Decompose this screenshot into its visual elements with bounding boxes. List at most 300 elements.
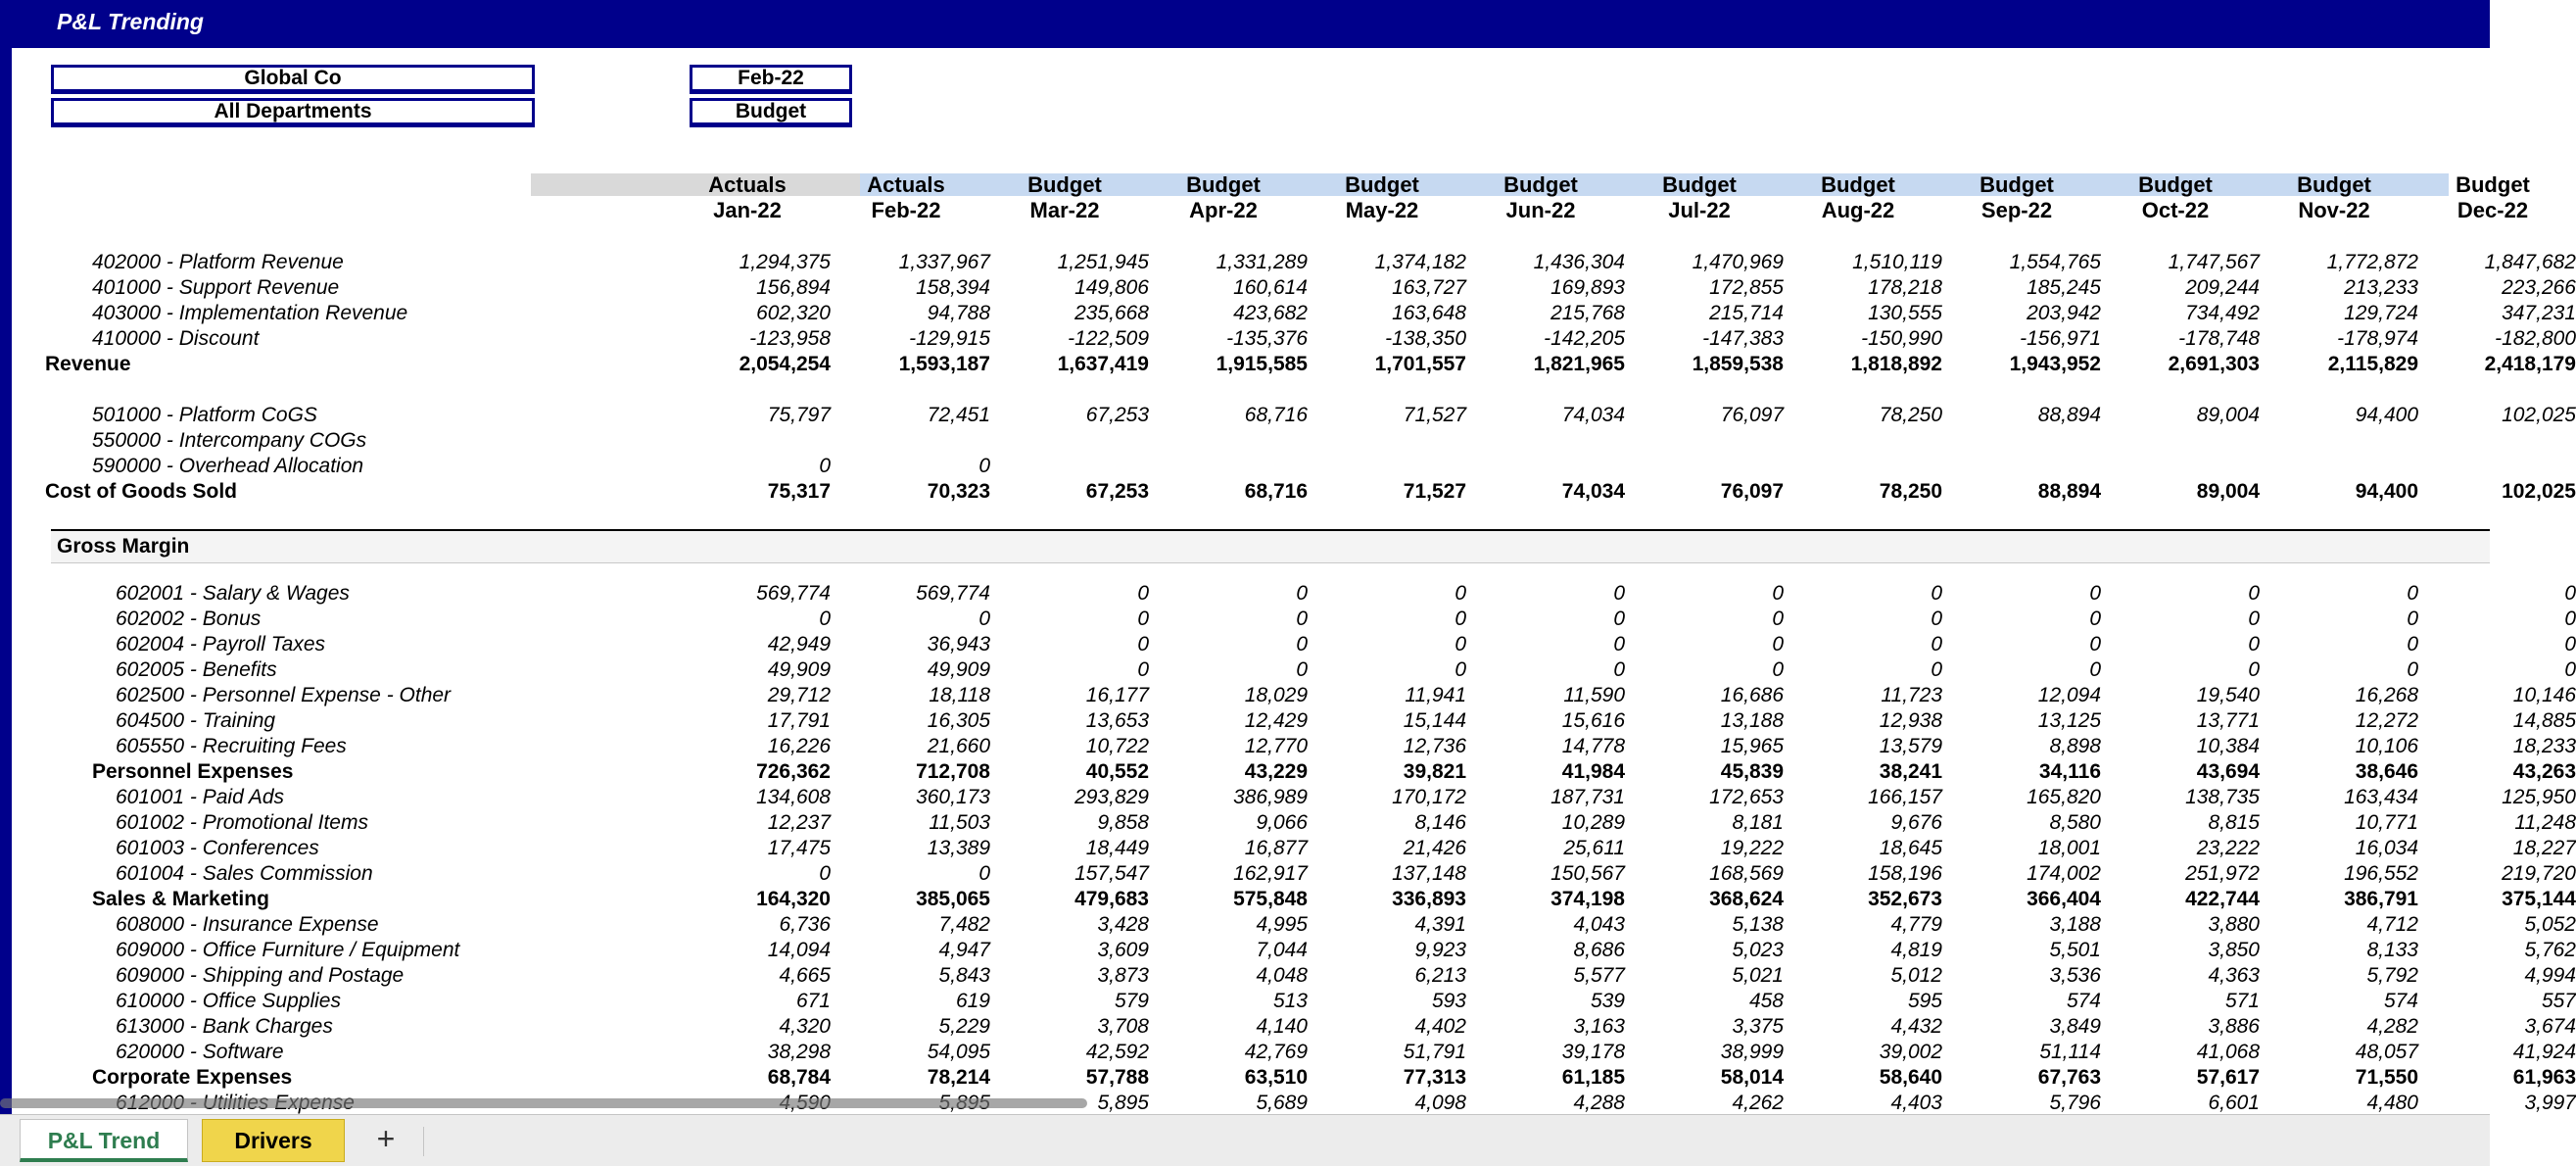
value-cell[interactable]: 0 — [1931, 633, 1942, 656]
value-cell[interactable]: 7,044 — [1256, 939, 1308, 961]
value-cell[interactable]: 25,611 — [1563, 837, 1625, 859]
value-cell[interactable]: 0 — [2089, 607, 2101, 630]
value-cell[interactable]: 3,609 — [1097, 939, 1149, 961]
value-cell[interactable]: 169,893 — [1550, 276, 1625, 299]
value-cell[interactable]: 0 — [1931, 658, 1942, 681]
value-cell[interactable]: 16,226 — [767, 735, 831, 757]
value-cell[interactable]: 10,722 — [1085, 735, 1149, 757]
account-row[interactable] — [12, 963, 2576, 989]
value-cell[interactable]: 163,727 — [1392, 276, 1466, 299]
value-cell[interactable]: 602,320 — [756, 302, 831, 324]
value-cell[interactable]: 4,712 — [2366, 913, 2418, 936]
value-cell[interactable]: 0 — [2248, 658, 2260, 681]
value-cell[interactable]: 1,593,187 — [898, 353, 990, 375]
value-cell[interactable]: 0 — [2089, 658, 2101, 681]
value-cell[interactable]: 4,282 — [2366, 1015, 2418, 1038]
value-cell[interactable]: 19,540 — [2196, 684, 2260, 706]
account-row[interactable] — [12, 836, 2576, 861]
value-cell[interactable]: -178,974 — [2337, 327, 2418, 350]
value-cell[interactable]: 1,436,304 — [1533, 251, 1625, 273]
value-cell[interactable]: 11,503 — [929, 811, 990, 834]
value-cell[interactable]: 13,579 — [1879, 735, 1942, 757]
value-cell[interactable]: 67,763 — [2037, 1066, 2101, 1089]
value-cell[interactable]: 9,676 — [1890, 811, 1942, 834]
value-cell[interactable]: 38,298 — [767, 1041, 831, 1063]
value-cell[interactable]: 39,821 — [1403, 760, 1466, 783]
value-cell[interactable]: 38,999 — [1720, 1041, 1784, 1063]
value-cell[interactable]: 4,098 — [1414, 1092, 1466, 1114]
value-cell[interactable]: 595 — [1907, 990, 1942, 1012]
account-row[interactable] — [12, 428, 2490, 454]
value-cell[interactable]: 574 — [2383, 990, 2418, 1012]
account-row[interactable] — [12, 861, 2576, 887]
value-cell[interactable]: 12,736 — [1403, 735, 1466, 757]
value-cell[interactable]: 16,686 — [1720, 684, 1784, 706]
value-cell[interactable]: 5,021 — [1732, 964, 1784, 987]
value-cell[interactable]: 385,065 — [916, 888, 990, 910]
value-cell[interactable]: 0 — [1296, 658, 1308, 681]
value-cell[interactable]: 68,716 — [1244, 480, 1308, 503]
value-cell[interactable]: 5,843 — [938, 964, 990, 987]
value-cell[interactable]: 19,222 — [1720, 837, 1784, 859]
value-cell[interactable]: 0 — [1455, 658, 1466, 681]
value-cell[interactable]: 1,821,965 — [1533, 353, 1625, 375]
value-cell[interactable]: 3,375 — [1732, 1015, 1784, 1038]
value-cell[interactable]: 57,788 — [1085, 1066, 1149, 1089]
value-cell[interactable]: 423,682 — [1233, 302, 1308, 324]
value-cell[interactable]: 94,400 — [2355, 480, 2418, 503]
value-cell[interactable]: 163,434 — [2344, 786, 2418, 808]
value-cell[interactable]: 178,218 — [1868, 276, 1942, 299]
value-cell[interactable]: 57,617 — [2196, 1066, 2260, 1089]
value-cell[interactable]: 43,229 — [1244, 760, 1308, 783]
value-cell[interactable]: 158,394 — [916, 276, 990, 299]
value-cell[interactable]: 41,984 — [1561, 760, 1625, 783]
value-cell[interactable]: 0 — [1772, 633, 1784, 656]
value-cell[interactable]: 89,004 — [2196, 480, 2260, 503]
value-cell[interactable]: 4,262 — [1732, 1092, 1784, 1114]
value-cell[interactable]: 88,894 — [2037, 404, 2101, 426]
value-cell[interactable]: 68,784 — [767, 1066, 831, 1089]
value-cell[interactable]: 0 — [1613, 607, 1625, 630]
value-cell[interactable]: 23,222 — [2196, 837, 2260, 859]
value-cell[interactable]: -138,350 — [1385, 327, 1466, 350]
value-cell[interactable]: 4,320 — [779, 1015, 831, 1038]
value-cell[interactable]: 3,873 — [1097, 964, 1149, 987]
value-cell[interactable]: 1,251,945 — [1057, 251, 1149, 273]
value-cell[interactable]: 43,694 — [2196, 760, 2260, 783]
value-cell[interactable]: 51,791 — [1403, 1041, 1466, 1063]
value-cell[interactable]: 42,592 — [1085, 1041, 1149, 1063]
value-cell[interactable]: -150,990 — [1861, 327, 1942, 350]
value-cell[interactable]: 0 — [2089, 633, 2101, 656]
value-cell[interactable]: 1,859,538 — [1692, 353, 1784, 375]
value-cell[interactable]: 8,815 — [2208, 811, 2260, 834]
value-cell[interactable]: 1,637,419 — [1057, 353, 1149, 375]
value-cell[interactable]: 386,791 — [2344, 888, 2418, 910]
value-cell[interactable]: 160,614 — [1233, 276, 1308, 299]
value-cell[interactable]: 13,771 — [2196, 709, 2260, 732]
value-cell[interactable]: 0 — [1137, 607, 1149, 630]
value-cell[interactable]: 4,665 — [779, 964, 831, 987]
value-cell[interactable]: 94,400 — [2355, 404, 2418, 426]
value-cell[interactable]: 14,094 — [767, 939, 831, 961]
value-cell[interactable]: 138,735 — [2185, 786, 2260, 808]
value-cell[interactable]: 39,002 — [1879, 1041, 1942, 1063]
value-cell[interactable]: 12,770 — [1244, 735, 1308, 757]
value-cell[interactable]: 1,374,182 — [1374, 251, 1466, 273]
value-cell[interactable]: 2,691,303 — [2168, 353, 2260, 375]
value-cell[interactable]: 149,806 — [1074, 276, 1149, 299]
subtotal-row[interactable] — [12, 759, 2576, 785]
account-row[interactable] — [12, 403, 2576, 428]
value-cell[interactable]: 360,173 — [916, 786, 990, 808]
value-cell[interactable]: 1,337,967 — [898, 251, 990, 273]
value-cell[interactable]: 18,118 — [929, 684, 990, 706]
value-cell[interactable]: 5,052 — [2524, 913, 2576, 936]
value-cell[interactable]: 170,172 — [1392, 786, 1466, 808]
value-cell[interactable]: 0 — [2564, 658, 2576, 681]
gross-margin-row[interactable] — [51, 531, 2490, 563]
value-cell[interactable]: 6,213 — [1414, 964, 1466, 987]
account-row[interactable] — [12, 989, 2576, 1014]
value-cell[interactable]: 102,025 — [2502, 404, 2576, 426]
value-cell[interactable]: 4,140 — [1256, 1015, 1308, 1038]
value-cell[interactable]: 1,847,682 — [2484, 251, 2576, 273]
period-selector[interactable]: Feb-22 — [690, 65, 852, 94]
scenario-selector[interactable]: Budget — [690, 98, 852, 127]
value-cell[interactable]: 4,402 — [1414, 1015, 1466, 1038]
account-row[interactable] — [12, 454, 2490, 479]
value-cell[interactable]: 71,527 — [1403, 480, 1466, 503]
value-cell[interactable]: 336,893 — [1392, 888, 1466, 910]
value-cell[interactable]: 0 — [1613, 658, 1625, 681]
value-cell[interactable]: 129,724 — [2344, 302, 2418, 324]
value-cell[interactable]: 102,025 — [2502, 480, 2576, 503]
value-cell[interactable]: 16,305 — [927, 709, 990, 732]
value-cell[interactable]: 16,177 — [1085, 684, 1149, 706]
value-cell[interactable]: 17,791 — [767, 709, 831, 732]
value-cell[interactable]: 7,482 — [938, 913, 990, 936]
value-cell[interactable]: 70,323 — [927, 480, 990, 503]
value-cell[interactable]: 71,527 — [1403, 404, 1466, 426]
value-cell[interactable]: 137,148 — [1392, 862, 1466, 885]
value-cell[interactable]: 41,924 — [2512, 1041, 2576, 1063]
value-cell[interactable]: 58,640 — [1879, 1066, 1942, 1089]
value-cell[interactable]: 4,363 — [2208, 964, 2260, 987]
value-cell[interactable]: 15,616 — [1561, 709, 1625, 732]
value-cell[interactable]: 4,994 — [2524, 964, 2576, 987]
value-cell[interactable]: 4,391 — [1414, 913, 1466, 936]
account-row[interactable] — [12, 326, 2576, 352]
value-cell[interactable]: 42,769 — [1244, 1041, 1308, 1063]
value-cell[interactable]: 3,850 — [2208, 939, 2260, 961]
value-cell[interactable]: 15,965 — [1720, 735, 1784, 757]
value-cell[interactable]: 4,043 — [1573, 913, 1625, 936]
value-cell[interactable]: 67,253 — [1085, 404, 1149, 426]
account-row[interactable] — [12, 632, 2576, 657]
value-cell[interactable]: 3,163 — [1573, 1015, 1625, 1038]
value-cell[interactable]: 0 — [819, 455, 831, 477]
value-cell[interactable]: 45,839 — [1720, 760, 1784, 783]
value-cell[interactable]: 0 — [1613, 582, 1625, 605]
value-cell[interactable]: 74,034 — [1561, 404, 1625, 426]
value-cell[interactable]: 49,909 — [927, 658, 990, 681]
value-cell[interactable]: 134,608 — [756, 786, 831, 808]
account-row[interactable] — [12, 1014, 2576, 1040]
account-row[interactable] — [12, 785, 2576, 810]
value-cell[interactable]: 1,331,289 — [1216, 251, 1308, 273]
value-cell[interactable]: 0 — [2407, 607, 2418, 630]
value-cell[interactable]: 479,683 — [1074, 888, 1149, 910]
value-cell[interactable]: 386,989 — [1233, 786, 1308, 808]
value-cell[interactable]: 12,094 — [2037, 684, 2101, 706]
value-cell[interactable]: -129,915 — [909, 327, 990, 350]
value-cell[interactable]: 5,792 — [2366, 964, 2418, 987]
value-cell[interactable]: 4,779 — [1890, 913, 1942, 936]
value-cell[interactable]: 18,449 — [1085, 837, 1149, 859]
subtotal-row[interactable] — [12, 352, 2576, 377]
value-cell[interactable]: 5,023 — [1732, 939, 1784, 961]
value-cell[interactable]: 1,701,557 — [1374, 353, 1466, 375]
value-cell[interactable]: 0 — [1296, 607, 1308, 630]
value-cell[interactable]: 712,708 — [916, 760, 990, 783]
value-cell[interactable]: 215,768 — [1550, 302, 1625, 324]
value-cell[interactable]: 1,747,567 — [2168, 251, 2260, 273]
account-row[interactable] — [12, 938, 2576, 963]
value-cell[interactable]: 6,601 — [2208, 1092, 2260, 1114]
value-cell[interactable]: 4,480 — [2366, 1092, 2418, 1114]
account-row[interactable] — [12, 607, 2576, 632]
value-cell[interactable]: 375,144 — [2502, 888, 2576, 910]
value-cell[interactable]: 172,855 — [1709, 276, 1784, 299]
value-cell[interactable]: 158,196 — [1868, 862, 1942, 885]
value-cell[interactable]: 174,002 — [2027, 862, 2101, 885]
value-cell[interactable]: -123,958 — [749, 327, 831, 350]
value-cell[interactable]: 11,248 — [2514, 811, 2576, 834]
value-cell[interactable]: 0 — [1931, 607, 1942, 630]
value-cell[interactable]: 8,181 — [1732, 811, 1784, 834]
value-cell[interactable]: 21,660 — [927, 735, 990, 757]
value-cell[interactable]: 0 — [2248, 633, 2260, 656]
value-cell[interactable]: 21,426 — [1403, 837, 1466, 859]
value-cell[interactable]: 18,227 — [2512, 837, 2576, 859]
value-cell[interactable]: 11,723 — [1881, 684, 1942, 706]
value-cell[interactable]: 185,245 — [2027, 276, 2101, 299]
value-cell[interactable]: 0 — [1455, 633, 1466, 656]
value-cell[interactable]: 10,771 — [2355, 811, 2418, 834]
value-cell[interactable]: 5,577 — [1573, 964, 1625, 987]
value-cell[interactable]: 58,014 — [1720, 1066, 1784, 1089]
value-cell[interactable]: 38,646 — [2355, 760, 2418, 783]
value-cell[interactable]: 0 — [978, 607, 990, 630]
tab-pl-trend[interactable]: P&L Trend — [20, 1119, 188, 1162]
value-cell[interactable]: 4,432 — [1890, 1015, 1942, 1038]
value-cell[interactable]: 9,923 — [1414, 939, 1466, 961]
value-cell[interactable]: 9,858 — [1097, 811, 1149, 834]
value-cell[interactable]: 76,097 — [1720, 404, 1784, 426]
value-cell[interactable]: 16,877 — [1244, 837, 1308, 859]
value-cell[interactable]: 0 — [2564, 633, 2576, 656]
value-cell[interactable]: 3,536 — [2049, 964, 2101, 987]
value-cell[interactable]: 10,146 — [2512, 684, 2576, 706]
value-cell[interactable]: 163,648 — [1392, 302, 1466, 324]
value-cell[interactable]: 168,569 — [1709, 862, 1784, 885]
value-cell[interactable]: 0 — [2089, 582, 2101, 605]
value-cell[interactable]: 187,731 — [1550, 786, 1625, 808]
value-cell[interactable]: 13,125 — [2037, 709, 2101, 732]
value-cell[interactable]: 0 — [1455, 582, 1466, 605]
value-cell[interactable]: 219,720 — [2502, 862, 2576, 885]
value-cell[interactable]: 61,185 — [1561, 1066, 1625, 1089]
value-cell[interactable]: 293,829 — [1074, 786, 1149, 808]
value-cell[interactable]: 0 — [1137, 582, 1149, 605]
value-cell[interactable]: -147,383 — [1702, 327, 1784, 350]
value-cell[interactable]: 671 — [795, 990, 831, 1012]
account-row[interactable] — [12, 810, 2576, 836]
value-cell[interactable]: 0 — [2407, 582, 2418, 605]
value-cell[interactable]: 18,029 — [1244, 684, 1308, 706]
value-cell[interactable]: 5,762 — [2524, 939, 2576, 961]
value-cell[interactable]: 1,510,119 — [1852, 251, 1942, 273]
value-cell[interactable]: 67,253 — [1085, 480, 1149, 503]
subtotal-row[interactable] — [12, 1065, 2576, 1091]
value-cell[interactable]: 5,796 — [2049, 1092, 2101, 1114]
value-cell[interactable]: 0 — [978, 862, 990, 885]
value-cell[interactable]: 10,384 — [2196, 735, 2260, 757]
value-cell[interactable]: 5,229 — [938, 1015, 990, 1038]
value-cell[interactable]: -122,509 — [1068, 327, 1149, 350]
value-cell[interactable]: 11,941 — [1405, 684, 1466, 706]
value-cell[interactable]: 48,057 — [2355, 1041, 2418, 1063]
value-cell[interactable]: 16,268 — [2355, 684, 2418, 706]
value-cell[interactable]: 0 — [1296, 633, 1308, 656]
value-cell[interactable]: 0 — [1772, 607, 1784, 630]
value-cell[interactable]: 734,492 — [2185, 302, 2260, 324]
value-cell[interactable]: 235,668 — [1074, 302, 1149, 324]
value-cell[interactable]: 0 — [2248, 607, 2260, 630]
value-cell[interactable]: 61,963 — [2512, 1066, 2576, 1089]
value-cell[interactable]: 5,689 — [1256, 1092, 1308, 1114]
value-cell[interactable]: 593 — [1431, 990, 1466, 1012]
value-cell[interactable]: 0 — [819, 607, 831, 630]
horizontal-scrollbar[interactable] — [0, 1098, 1087, 1108]
value-cell[interactable]: 574 — [2066, 990, 2101, 1012]
value-cell[interactable]: 0 — [1455, 607, 1466, 630]
value-cell[interactable]: 215,714 — [1709, 302, 1784, 324]
value-cell[interactable]: 157,547 — [1074, 862, 1149, 885]
value-cell[interactable]: 165,820 — [2027, 786, 2101, 808]
value-cell[interactable]: 43,263 — [2512, 760, 2576, 783]
value-cell[interactable]: 130,555 — [1868, 302, 1942, 324]
value-cell[interactable]: 38,241 — [1879, 760, 1942, 783]
value-cell[interactable]: 17,475 — [767, 837, 831, 859]
value-cell[interactable]: 12,237 — [767, 811, 831, 834]
value-cell[interactable]: 88,894 — [2037, 480, 2101, 503]
account-row[interactable] — [12, 657, 2576, 683]
value-cell[interactable]: 10,106 — [2355, 735, 2418, 757]
value-cell[interactable]: 0 — [2248, 582, 2260, 605]
subtotal-row[interactable] — [12, 887, 2576, 912]
account-row[interactable] — [12, 250, 2576, 275]
value-cell[interactable]: 3,188 — [2049, 913, 2101, 936]
value-cell[interactable]: 162,917 — [1233, 862, 1308, 885]
value-cell[interactable]: 3,886 — [2208, 1015, 2260, 1038]
value-cell[interactable]: 9,066 — [1256, 811, 1308, 834]
value-cell[interactable]: 3,674 — [2524, 1015, 2576, 1038]
value-cell[interactable]: 54,095 — [927, 1041, 990, 1063]
value-cell[interactable]: 29,712 — [767, 684, 831, 706]
value-cell[interactable]: 2,054,254 — [739, 353, 831, 375]
value-cell[interactable]: 0 — [2407, 633, 2418, 656]
tab-drivers[interactable]: Drivers — [202, 1119, 345, 1162]
value-cell[interactable]: 569,774 — [916, 582, 990, 605]
value-cell[interactable]: 68,716 — [1244, 404, 1308, 426]
value-cell[interactable]: 1,818,892 — [1850, 353, 1942, 375]
value-cell[interactable]: 5,138 — [1732, 913, 1784, 936]
value-cell[interactable]: 4,403 — [1890, 1092, 1942, 1114]
value-cell[interactable]: 8,580 — [2049, 811, 2101, 834]
value-cell[interactable]: 78,250 — [1879, 404, 1942, 426]
value-cell[interactable]: 0 — [1296, 582, 1308, 605]
value-cell[interactable]: 569,774 — [756, 582, 831, 605]
value-cell[interactable]: 0 — [1772, 582, 1784, 605]
value-cell[interactable]: 15,144 — [1403, 709, 1466, 732]
value-cell[interactable]: 0 — [2407, 658, 2418, 681]
account-row[interactable] — [12, 1040, 2576, 1065]
value-cell[interactable]: 0 — [1613, 633, 1625, 656]
value-cell[interactable]: 18,233 — [2512, 735, 2576, 757]
account-row[interactable] — [12, 708, 2576, 734]
value-cell[interactable]: 8,898 — [2049, 735, 2101, 757]
value-cell[interactable]: 13,653 — [1085, 709, 1149, 732]
value-cell[interactable]: 12,938 — [1879, 709, 1942, 732]
value-cell[interactable]: 4,995 — [1256, 913, 1308, 936]
value-cell[interactable]: 89,004 — [2196, 404, 2260, 426]
value-cell[interactable]: 1,294,375 — [739, 251, 831, 273]
value-cell[interactable]: 125,950 — [2502, 786, 2576, 808]
value-cell[interactable]: 77,313 — [1403, 1066, 1466, 1089]
value-cell[interactable]: 74,034 — [1561, 480, 1625, 503]
department-selector[interactable]: All Departments — [51, 98, 535, 127]
value-cell[interactable]: 251,972 — [2185, 862, 2260, 885]
value-cell[interactable]: 4,819 — [1890, 939, 1942, 961]
value-cell[interactable]: 164,320 — [756, 888, 831, 910]
value-cell[interactable]: 0 — [819, 862, 831, 885]
value-cell[interactable]: 0 — [1772, 658, 1784, 681]
value-cell[interactable]: 6,736 — [779, 913, 831, 936]
value-cell[interactable]: 1,470,969 — [1692, 251, 1784, 273]
value-cell[interactable]: 4,947 — [938, 939, 990, 961]
value-cell[interactable]: 0 — [1931, 582, 1942, 605]
value-cell[interactable]: 0 — [1137, 633, 1149, 656]
value-cell[interactable]: 34,116 — [2038, 760, 2101, 783]
value-cell[interactable]: 579 — [1114, 990, 1149, 1012]
value-cell[interactable]: 78,250 — [1879, 480, 1942, 503]
account-row[interactable] — [12, 912, 2576, 938]
value-cell[interactable]: 374,198 — [1550, 888, 1625, 910]
account-row[interactable] — [12, 275, 2576, 301]
value-cell[interactable]: 14,778 — [1561, 735, 1625, 757]
value-cell[interactable]: 16,034 — [2355, 837, 2418, 859]
value-cell[interactable]: 571 — [2224, 990, 2260, 1012]
value-cell[interactable]: 63,510 — [1244, 1066, 1308, 1089]
value-cell[interactable]: 3,849 — [2049, 1015, 2101, 1038]
value-cell[interactable]: 539 — [1590, 990, 1625, 1012]
value-cell[interactable]: 203,942 — [2027, 302, 2101, 324]
add-sheet-plus-icon[interactable]: + — [376, 1121, 396, 1156]
account-row[interactable] — [12, 734, 2576, 759]
